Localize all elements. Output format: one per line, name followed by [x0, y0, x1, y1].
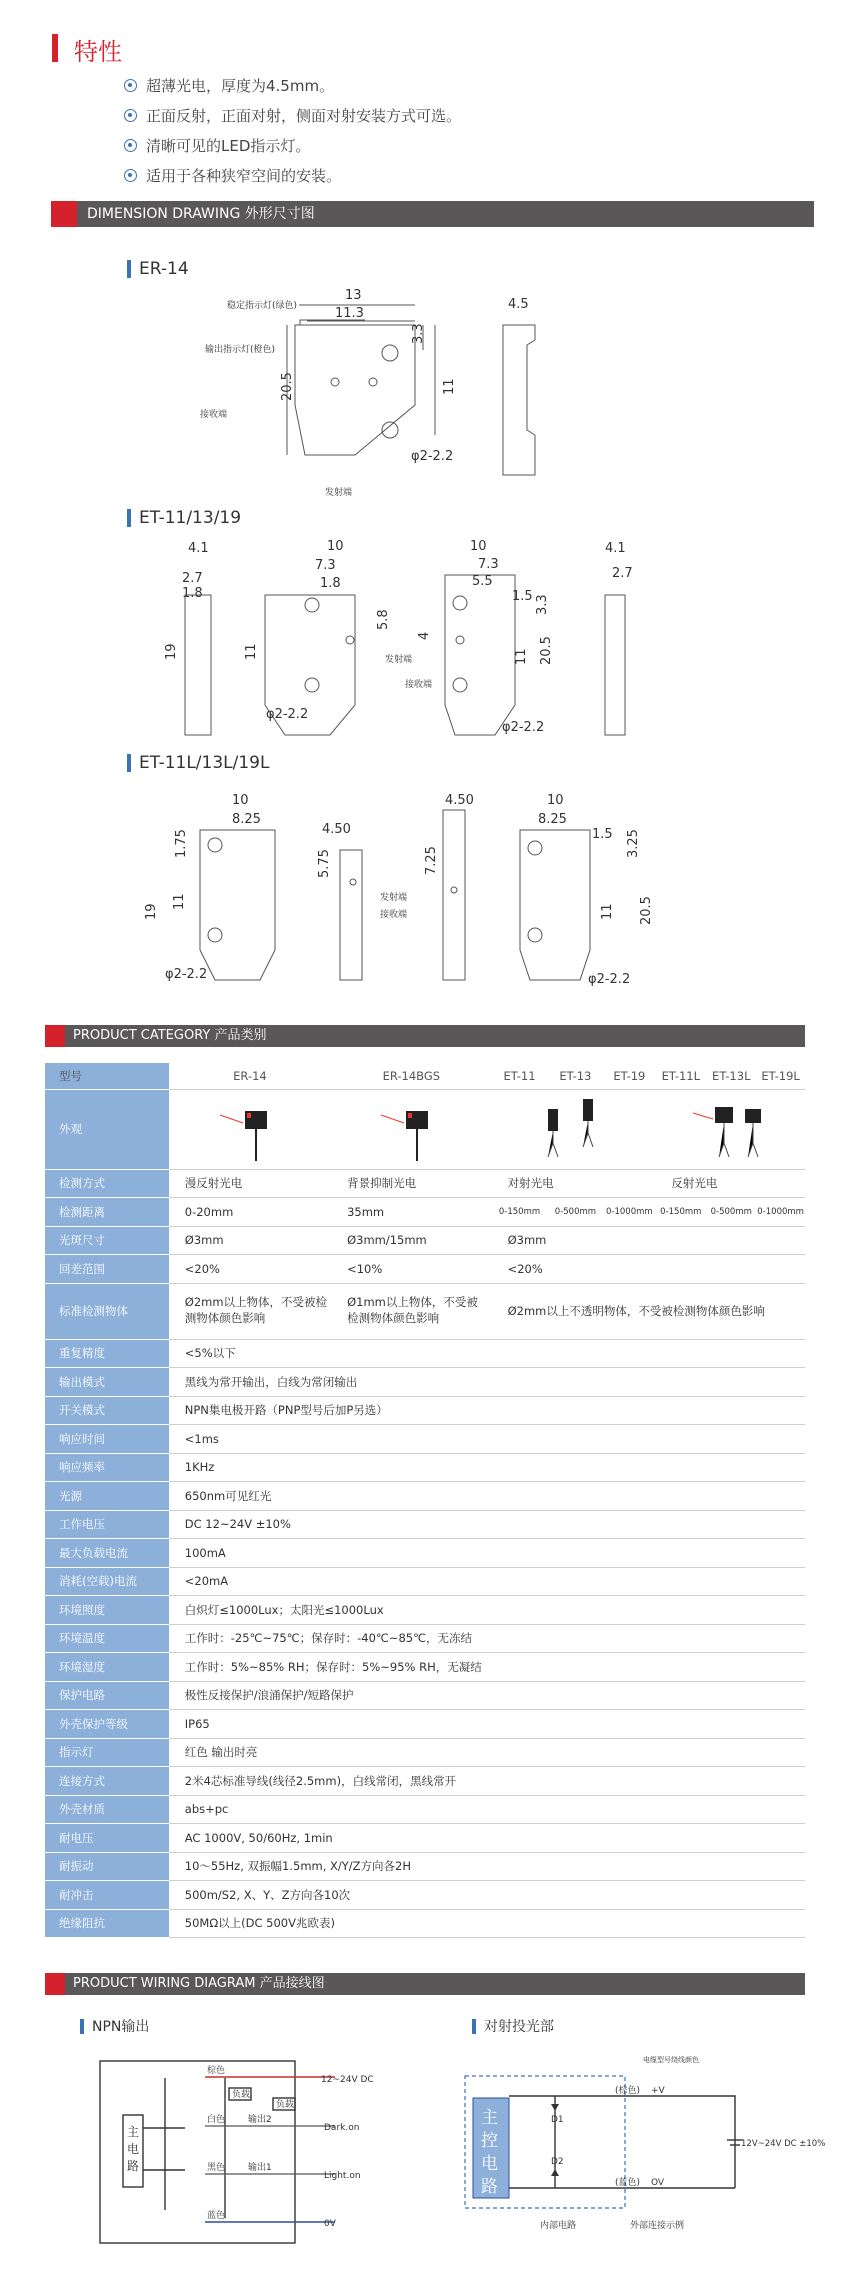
product-photo-etl: [655, 1089, 805, 1169]
dim-label: 7.3: [478, 557, 499, 572]
dim-label: 11: [172, 893, 187, 910]
table-row: [45, 1738, 805, 1767]
dim-label: φ2-2.2: [266, 707, 309, 722]
et11-hole: [453, 678, 467, 692]
dim-label: 20.5: [539, 636, 554, 665]
load-label: 负载: [276, 2100, 295, 2110]
product-photo-er14bgs: [331, 1089, 492, 1169]
dim-label: 11: [600, 903, 615, 920]
dim-label: 7.3: [315, 558, 336, 573]
sensor-image: [675, 1093, 785, 1163]
row-label: 光斑尺寸: [45, 1226, 169, 1255]
wire-label: 输出1: [248, 2163, 272, 2173]
model-header: ET-13: [547, 1063, 603, 1089]
model-header: ET-19: [603, 1063, 655, 1089]
cell: 漫反射光电: [169, 1169, 331, 1198]
et11-lens: [346, 636, 354, 644]
dim-label: 7.25: [424, 846, 439, 875]
wire-label: 蓝色: [207, 2211, 226, 2221]
table-row: [45, 1169, 805, 1198]
heading-accent: [80, 2019, 84, 2034]
heading-accent: [127, 754, 131, 772]
dimension-section-bar: [51, 201, 814, 227]
dim-label: 1.8: [320, 576, 341, 591]
dim-label: 2.7: [182, 571, 203, 586]
dim-label: 1.75: [174, 829, 189, 858]
model-header: ET-19L: [756, 1063, 805, 1089]
wire-label: (棕色): [615, 2086, 641, 2096]
callout-label: 输出指示灯(橙色): [205, 345, 276, 355]
callout-label: 稳定指示灯(绿色): [227, 301, 298, 311]
main-control-char: 路: [481, 2177, 498, 2197]
table-row: [45, 1824, 805, 1853]
npn-heading: [80, 2016, 149, 2036]
et11-hole: [453, 596, 467, 610]
feature-text: 超薄光电，厚度为4.5mm。: [146, 76, 335, 95]
row-label: 响应频率: [45, 1453, 169, 1482]
bar-accent: [45, 1025, 65, 1047]
main-control-char: 控: [481, 2131, 498, 2151]
row-label: 消耗(空载)电流: [45, 1567, 169, 1596]
cell: 50MΩ以上(DC 500V兆欧表): [169, 1909, 805, 1938]
cell: 反射光电: [655, 1169, 805, 1198]
dim-label: 1.5: [592, 827, 613, 842]
heading-accent: [127, 509, 131, 527]
thru-wiring: [509, 2096, 735, 2188]
diode-d1-icon: [551, 2104, 559, 2111]
cell: Ø2mm以上物体，不受被检测物体颜色影响: [169, 1283, 331, 1339]
main-circuit-char: 电: [127, 2142, 140, 2156]
cell: 对射光电: [492, 1169, 656, 1198]
er14-heading: [127, 259, 189, 279]
er14-body: [295, 325, 415, 455]
dim-label: φ2-2.2: [502, 720, 545, 735]
et11l-title: ET-11L/13L/19L: [139, 753, 270, 773]
cell: DC 12~24V ±10%: [169, 1510, 805, 1539]
wire-label: (蓝色): [615, 2178, 641, 2188]
row-label: 耐振动: [45, 1852, 169, 1881]
row-label: 光源: [45, 1482, 169, 1511]
dim-label: 3.3: [535, 594, 550, 615]
et11-drawing: [160, 535, 660, 740]
cell: 极性反接保护/浪涌保护/短路保护: [169, 1681, 805, 1710]
dim-label: 4.1: [188, 541, 209, 556]
dim-label: 4.50: [445, 793, 474, 808]
et11l-front-view: [200, 830, 275, 980]
dim-label: 10: [470, 539, 487, 554]
row-label: 标准检测物体: [45, 1283, 169, 1339]
table-row: [45, 1795, 805, 1824]
supply-label: 12V~24V DC ±10%: [741, 2139, 826, 2149]
npn-title: NPN输出: [92, 2019, 150, 2035]
dim-label: 5.8: [376, 609, 391, 630]
table-row: [45, 1283, 805, 1339]
et11-side-view: [185, 595, 211, 735]
callout-label: 接收端: [380, 910, 408, 920]
category-section-title: PRODUCT CATEGORY 产品类别: [73, 1028, 267, 1043]
dim-label: 13: [345, 288, 362, 303]
et11-hole: [305, 678, 319, 692]
cell: 白炽灯≤1000Lux；太阳光≤1000Lux: [169, 1596, 805, 1625]
model-header: ER-14BGS: [331, 1063, 492, 1089]
cell: 0-150mm: [655, 1198, 706, 1227]
terminal-label: +V: [651, 2086, 665, 2096]
table-row: [45, 1089, 805, 1169]
table-row: [45, 1510, 805, 1539]
dim-label: 4.5: [508, 297, 529, 312]
row-label: 环境湿度: [45, 1653, 169, 1682]
table-row: [45, 1482, 805, 1511]
er14-side-view: [503, 325, 535, 475]
feature-item: [124, 160, 461, 190]
single-value-rows: [45, 1339, 805, 1938]
er14-drawing: [195, 285, 555, 505]
cell: <1ms: [169, 1425, 805, 1454]
et11-title: ET-11/13/19: [139, 508, 242, 528]
bar-accent: [45, 1973, 65, 1995]
features-list: [124, 70, 461, 190]
main-control-char: 电: [481, 2154, 498, 2174]
row-label: 响应时间: [45, 1425, 169, 1454]
table-row: [45, 1198, 805, 1227]
er14-hole: [382, 345, 398, 361]
row-label: 重复精度: [45, 1339, 169, 1368]
dim-label: 20.5: [639, 896, 654, 925]
table-row: [45, 1852, 805, 1881]
callout-label: 发射端: [385, 655, 413, 665]
cell: 0-500mm: [706, 1198, 756, 1227]
cell: 2米4芯标准导线(线径2.5mm)，白线常闭，黑线常开: [169, 1767, 805, 1796]
terminal-label: Dark.on: [324, 2123, 360, 2133]
er14-title: ER-14: [139, 259, 189, 279]
table-row: [45, 1255, 805, 1284]
cell: 0-1000mm: [756, 1198, 805, 1227]
main-circuit-label: [127, 2125, 139, 2173]
et11l-hole: [208, 928, 222, 942]
outer-connection-label: 外部连接示例: [630, 2221, 685, 2231]
model-header: ER-14: [169, 1063, 331, 1089]
er14-lens: [369, 378, 377, 386]
cell: AC 1000V, 50/60Hz, 1min: [169, 1824, 805, 1853]
et11l-heading: [127, 753, 269, 773]
cell: 35mm: [331, 1198, 492, 1227]
row-label: 连接方式: [45, 1767, 169, 1796]
row-label: 检测距离: [45, 1198, 169, 1227]
cell: IP65: [169, 1710, 805, 1739]
dim-label: 19: [144, 903, 159, 920]
table-row: [45, 1596, 805, 1625]
feature-item: [124, 130, 461, 160]
wire-label: 棕色: [207, 2066, 226, 2076]
bullet-icon: [124, 109, 137, 122]
heading-accent: [127, 260, 131, 278]
main-circuit-char: 路: [127, 2159, 140, 2173]
et11l-hole: [528, 928, 542, 942]
cell: 背景抑制光电: [331, 1169, 492, 1198]
dim-label: 11: [442, 378, 457, 395]
cell: 工作时：-25℃~75℃；保存时：-40℃~85℃，无冻结: [169, 1624, 805, 1653]
wiring-section-title: PRODUCT WIRING DIAGRAM 产品接线图: [73, 1976, 325, 1991]
cell: 0-20mm: [169, 1198, 331, 1227]
dim-label: 4: [417, 631, 432, 640]
et11l-drawing: [140, 790, 680, 990]
dim-label: φ2-2.2: [411, 449, 454, 464]
cell: <20%: [492, 1255, 805, 1284]
wiring-section-bar: [45, 1973, 805, 1995]
er14-lens: [331, 378, 339, 386]
cell: Ø1mm以上物体，不受被检测物体颜色影响: [331, 1283, 492, 1339]
npn-wiring-diagram: [95, 2050, 405, 2250]
thru-heading: [472, 2016, 554, 2036]
table-row: [45, 1567, 805, 1596]
inner-circuit-label: 内部电路: [540, 2221, 577, 2231]
row-label: 工作电压: [45, 1510, 169, 1539]
table-row: [45, 1909, 805, 1938]
main-circuit-char: 主: [127, 2125, 140, 2139]
row-label: 开关模式: [45, 1396, 169, 1425]
callout-label: 接收端: [200, 410, 228, 420]
dim-label: φ2-2.2: [165, 967, 208, 982]
table-row: [45, 1453, 805, 1482]
cell: <5%以下: [169, 1339, 805, 1368]
row-label: 保护电路: [45, 1681, 169, 1710]
cell: 100mA: [169, 1539, 805, 1568]
table-row: [45, 1339, 805, 1368]
et11-front-view-2: [445, 575, 515, 735]
et11l-side-view-2: [443, 810, 465, 980]
et11-heading: [127, 508, 241, 528]
model-header: ET-11: [492, 1063, 548, 1089]
dim-label: 11: [244, 643, 259, 660]
row-label: 外壳保护等级: [45, 1710, 169, 1739]
row-label: 输出模式: [45, 1368, 169, 1397]
feature-item: [124, 70, 461, 100]
dim-label: 10: [327, 539, 344, 554]
row-label: 耐冲击: [45, 1881, 169, 1910]
table-row: [45, 1368, 805, 1397]
row-label: 指示灯: [45, 1738, 169, 1767]
dim-label: 1.5: [512, 589, 533, 604]
terminal-label: Light.on: [324, 2171, 361, 2181]
cell: abs+pc: [169, 1795, 805, 1824]
cell: 红色 输出时亮: [169, 1738, 805, 1767]
row-label: 环境照度: [45, 1596, 169, 1625]
row-label: 外壳材质: [45, 1795, 169, 1824]
cable-label: 电缆型号绕线颜色: [643, 2056, 699, 2064]
feature-text: 适用于各种狭窄空间的安装。: [146, 166, 342, 185]
product-photo-er14: [169, 1089, 331, 1169]
cell: Ø2mm以上不透明物体，不受被检测物体颜色影响: [492, 1283, 805, 1339]
terminal-label: 0V: [324, 2219, 336, 2229]
cell: 500m/S2, X、Y、Z方向各10次: [169, 1881, 805, 1910]
bullet-icon: [124, 139, 137, 152]
table-row: [45, 1710, 805, 1739]
row-label: 回差范围: [45, 1255, 169, 1284]
diode-d2-icon: [551, 2169, 559, 2176]
row-label: 耐电压: [45, 1824, 169, 1853]
dim-label: 10: [232, 793, 249, 808]
dim-label: 4.50: [322, 822, 351, 837]
row-label: 绝缘阻抗: [45, 1909, 169, 1938]
table-row: [45, 1425, 805, 1454]
cell: Ø3mm: [169, 1226, 331, 1255]
cell: 工作时：5%~85% RH；保存时：5%~95% RH，无凝结: [169, 1653, 805, 1682]
cell: <20mA: [169, 1567, 805, 1596]
cell: <10%: [331, 1255, 492, 1284]
dim-label: 5.5: [472, 574, 493, 589]
features-title: 特性: [74, 38, 122, 66]
diode-label: D2: [551, 2157, 564, 2167]
diode-label: D1: [551, 2115, 564, 2125]
row-label: 最大负载电流: [45, 1539, 169, 1568]
et11-hole: [305, 598, 319, 612]
product-spec-table: [45, 1063, 805, 1938]
cell: Ø3mm: [492, 1226, 805, 1255]
main-control-char: 主: [481, 2108, 498, 2128]
table-row: [45, 1653, 805, 1682]
row-label: 环境温度: [45, 1624, 169, 1653]
npn-internal-wiring: [143, 2078, 225, 2218]
cell: <20%: [169, 1255, 331, 1284]
thru-beam-wiring-diagram: [455, 2048, 826, 2238]
cell: 0-1000mm: [603, 1198, 655, 1227]
terminal-label: 12~24V DC: [321, 2075, 374, 2085]
et11-lens: [456, 636, 464, 644]
features-accent-bar: [52, 34, 58, 62]
dim-label: 5.75: [317, 849, 332, 878]
category-section-bar: [45, 1025, 805, 1047]
et11l-hole: [528, 841, 542, 855]
cell: 650nm可见红光: [169, 1482, 805, 1511]
dim-label: 8.25: [232, 812, 261, 827]
table-row: [45, 1681, 805, 1710]
wire-label: 白色: [207, 2115, 226, 2125]
cell: 黑线为常开输出，白线为常闭输出: [169, 1368, 805, 1397]
sensor-image: [518, 1093, 628, 1163]
row-label: 检测方式: [45, 1169, 169, 1198]
dim-label: 1.8: [182, 586, 203, 601]
wire-label: 黑色: [207, 2163, 226, 2173]
dim-label: 2.7: [612, 566, 633, 581]
table-row: [45, 1226, 805, 1255]
cell: 0-150mm: [492, 1198, 548, 1227]
callout-label: 发射端: [325, 488, 353, 498]
table-row: [45, 1767, 805, 1796]
et11-side-view-2: [605, 595, 625, 735]
dim-label: 8.25: [538, 812, 567, 827]
et11l-hole: [208, 838, 222, 852]
heading-accent: [472, 2019, 476, 2034]
product-photo-et: [492, 1089, 656, 1169]
row-label: 外观: [45, 1089, 169, 1169]
sensor-image: [215, 1093, 285, 1163]
dim-label: 3.3: [411, 323, 426, 344]
sensor-image: [376, 1093, 446, 1163]
cell: 1KHz: [169, 1453, 805, 1482]
callout-label: 接收端: [405, 680, 433, 690]
feature-text: 正面反射，正面对射，侧面对射安装方式可选。: [146, 106, 462, 125]
table-row: [45, 1539, 805, 1568]
bullet-icon: [124, 79, 137, 92]
bullet-icon: [124, 169, 137, 182]
table-row: [45, 1396, 805, 1425]
table-row: [45, 1624, 805, 1653]
wire-label: 输出2: [248, 2115, 272, 2125]
feature-item: [124, 100, 461, 130]
dim-label: 3.25: [626, 829, 641, 858]
thru-title: 对射投光部: [484, 2019, 554, 2035]
dimension-section-title: DIMENSION DRAWING 外形尺寸图: [87, 206, 315, 222]
dim-label: 20.5: [280, 372, 295, 401]
et11l-lens: [350, 879, 356, 885]
cell: NPN集电极开路（PNP型号后加P另选）: [169, 1396, 805, 1425]
dim-label: 11: [514, 648, 529, 665]
dim-label: 19: [164, 643, 179, 660]
cell: Ø3mm/15mm: [331, 1226, 492, 1255]
row-label: 型号: [45, 1063, 169, 1089]
cell: 10～55Hz, 双振幅1.5mm, X/Y/Z方向各2H: [169, 1852, 805, 1881]
model-header: ET-11L: [655, 1063, 706, 1089]
dim-label: 4.1: [605, 541, 626, 556]
dim-label: 11.3: [335, 306, 364, 321]
et11l-front-view-2: [520, 830, 590, 980]
cell: 0-500mm: [547, 1198, 603, 1227]
table-row: [45, 1881, 805, 1910]
table-header-row: [45, 1063, 805, 1089]
callout-label: 发射端: [380, 893, 408, 903]
et11l-lens: [451, 887, 457, 893]
dim-label: 10: [547, 793, 564, 808]
load-label: 负载: [232, 2090, 251, 2100]
bar-accent: [51, 201, 77, 227]
feature-text: 清晰可见的LED指示灯。: [146, 136, 311, 155]
model-header: ET-13L: [706, 1063, 756, 1089]
et11l-side-view: [340, 850, 362, 980]
dim-label: φ2-2.2: [588, 972, 631, 987]
terminal-label: OV: [651, 2178, 665, 2188]
